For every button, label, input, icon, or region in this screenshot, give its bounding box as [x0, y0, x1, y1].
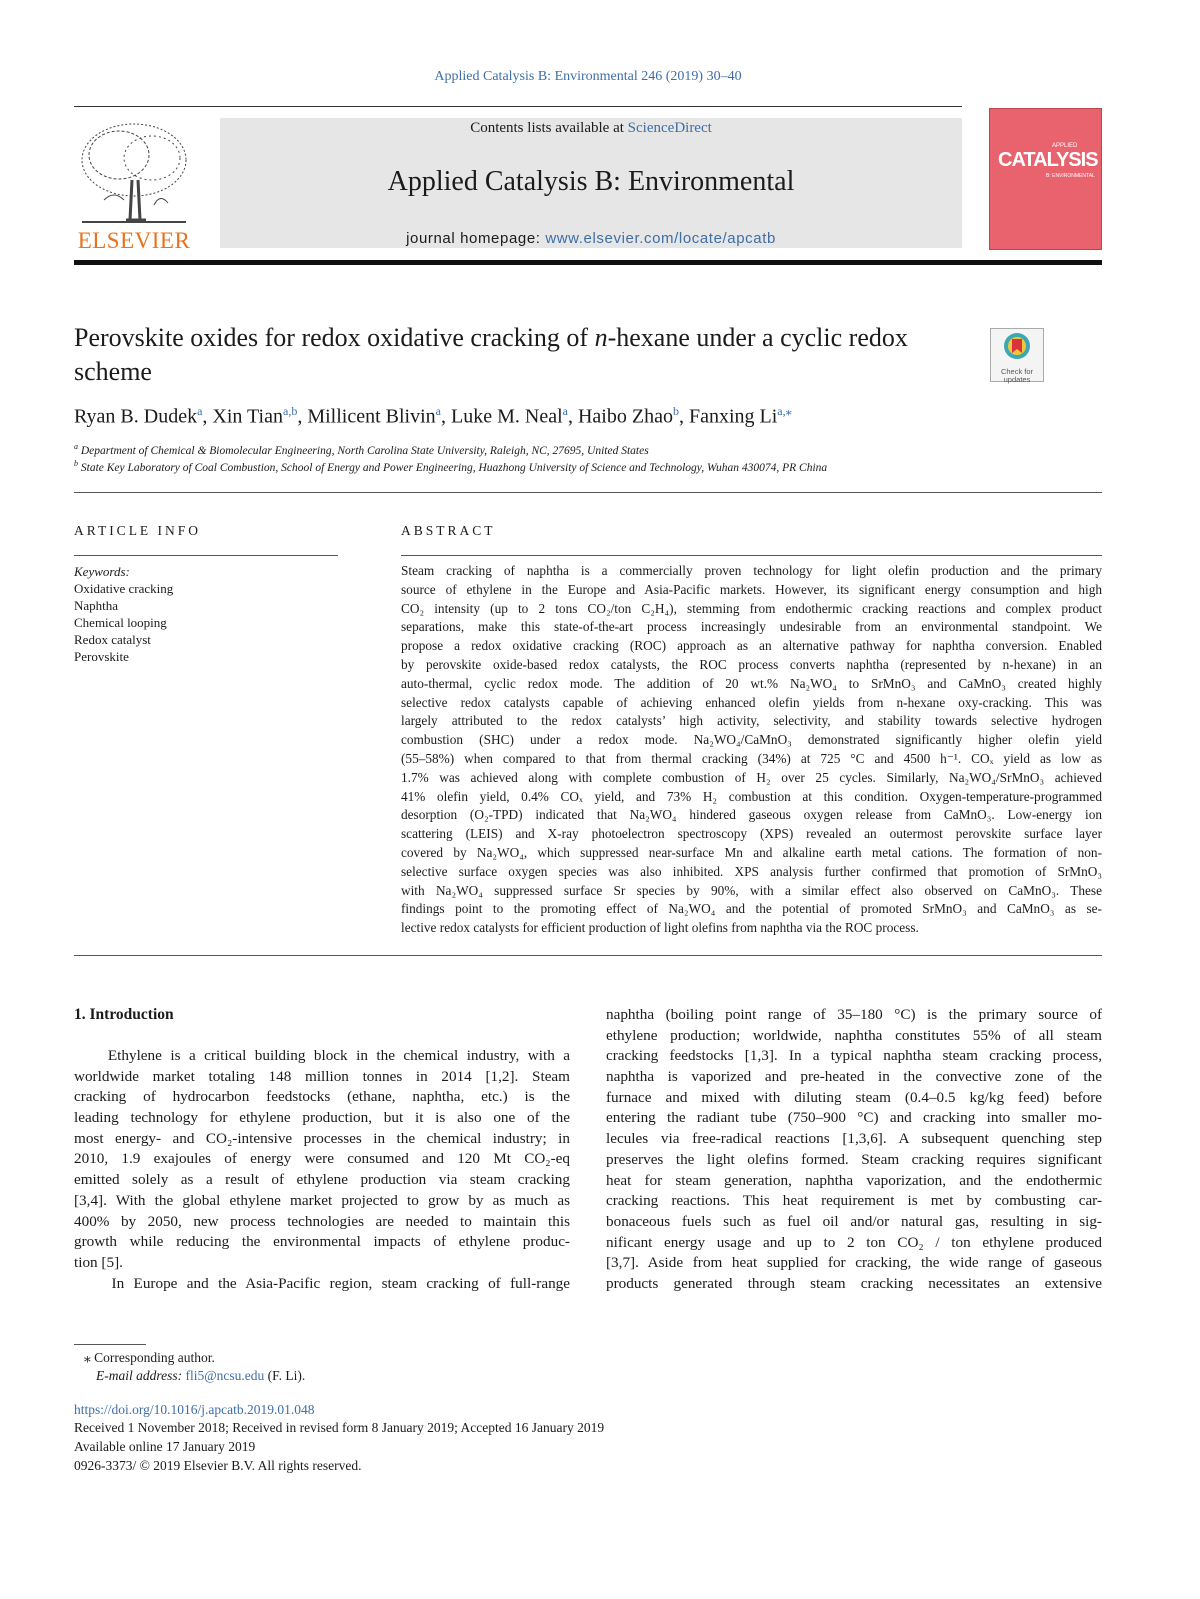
article-title: [74, 321, 974, 389]
abstract-line: source of ethylene in the Europe and Asia-Pacific markets. However, its significant energy consumption and high: [401, 581, 1102, 597]
abstract-line: findings point to the promoting effect of Na₂WO₄ and the potential of promoted SrMnO₃ and CaMnO₃ as se-: [401, 901, 1102, 917]
title-italic-n: n: [594, 323, 608, 352]
elsevier-wordmark: ELSEVIER: [77, 228, 191, 253]
check-for-updates-button[interactable]: [990, 328, 1044, 382]
author-affiliation-mark[interactable]: a: [197, 404, 203, 418]
abstract-line: covered by Na₂WO₄, which suppressed near-surface Mn and alkaline earth metal cations. The formation of non-: [401, 844, 1102, 860]
author-list: Ryan B. Dudek$^a$, Xin Tian$^{a,b}$, Millicent Blivin$^a$, Luke M. Neal$^a$, Haibo Zhao$^b$, Fanxing $Li^{a,⁎}$: [74, 404, 792, 428]
body-line: Ethylene is a critical building block in the chemical industry, with a: [74, 1047, 570, 1064]
homepage-link[interactable]: www.elsevier.com/locate/apcatb: [545, 230, 776, 247]
keywords-label: Keywords:: [74, 564, 130, 579]
received-dates: Received 1 November 2018; Received in revised form 8 January 2019; Accepted 16 January 2019: [74, 1420, 605, 1435]
body-line: ethylene production; worldwide, naphtha constitutes 55% of all steam: [606, 1026, 1102, 1044]
homepage-prefix: journal homepage:: [406, 230, 546, 247]
body-column-left: [74, 1046, 570, 1294]
abstract-line: selective redox catalysts capable of achieving enhanced olefin yields from n-hexane oxy-cracking. This was: [401, 694, 1102, 710]
abstract-line: selective surface oxygen species was also inhibited. XPS analysis further confirmed that promotion of SrMnO₃: [401, 863, 1102, 879]
author-affiliation-mark[interactable]: a: [435, 404, 441, 418]
divider: [401, 555, 1102, 556]
article-info-heading: ARTICLE INFO: [74, 523, 202, 538]
abstract-line: largely attributed to the redox catalysts’ high activity, selectivity, and stability towards selective hydrogen: [401, 713, 1102, 729]
abstract-line: with Na₂WO₄ suppressed surface Sr species by 90%, with a similar effect also observed on CaMnO₃. These: [401, 882, 1102, 898]
journal-title: Applied Catalysis B: Environmental: [387, 166, 795, 197]
title-text-1: Perovskite oxides for redox oxidative cracking of: [74, 323, 595, 352]
footnote-rule: [74, 1344, 146, 1345]
keyword: Redox catalyst: [74, 632, 151, 648]
body-line: [3,4]. With the global ethylene market projected to grow by as much as: [74, 1191, 570, 1209]
body-line: growth while reducing the environmental impacts of ethylene produc-: [74, 1233, 570, 1251]
divider: [74, 555, 338, 556]
author-affiliation-mark[interactable]: b: [672, 404, 679, 418]
body-line: cracking reactions. This heat requirement is met by combusting car-: [606, 1192, 1102, 1210]
body-line: 2010, 1.9 exajoules of energy were consumed and 120 Mt CO₂-eq: [74, 1150, 570, 1168]
affiliation-mark: b: [74, 459, 78, 468]
author-affiliation-mark[interactable]: a: [562, 404, 568, 418]
email-suffix: (F. Li).: [264, 1368, 306, 1383]
abstract-line: Steam cracking of naphtha is a commercially proven technology for light olefin production and the primary: [401, 563, 1102, 578]
abstract-line: propose a redox oxidative cracking (ROC) approach as an alternative pathway for naphtha conversion. Enabled: [401, 638, 1102, 654]
cover-top-label: APPLIED: [1052, 143, 1078, 149]
abstract-text: [401, 562, 1102, 938]
journal-reference[interactable]: Applied Catalysis B: Environmental 246 (2019) 30–40: [434, 69, 742, 84]
body-line: bonaceous fuels such as fuel oil and/or natural gas, resulting in sig-: [606, 1212, 1102, 1230]
keyword: Naphtha: [74, 598, 119, 614]
crossmark-label-2: updates: [1003, 375, 1031, 384]
body-line: tion [5].: [74, 1253, 123, 1271]
author[interactable]: Ryan B. Dudek: [74, 405, 198, 428]
affiliation-a: [74, 442, 649, 457]
keyword: Oxidative cracking: [74, 581, 174, 597]
contents-line: [220, 120, 962, 137]
body-line: nificant energy usage and up to 2 ton CO₂ / ton ethylene produced: [606, 1233, 1102, 1251]
author-affiliation-mark[interactable]: a,b: [283, 404, 298, 418]
keywords-list: [74, 563, 173, 666]
available-online-date: Available online 17 January 2019: [74, 1439, 256, 1454]
abstract-line: (55–58%) when compared to that from thermal cracking (34%) at 725 °C and 4500 h⁻¹. COₓ yield as low as: [401, 750, 1102, 766]
abstract-line: auto-thermal, cyclic redox mode. The addition of 20 wt.% Na₂WO₄ to SrMnO₃ and CaMnO₃ created highly: [401, 675, 1102, 691]
cover-subtitle: B: ENVIRONMENTAL: [1046, 173, 1095, 179]
body-line: lecules via free-radical reactions [1,3,6]. A subsequent quenching step: [606, 1130, 1102, 1148]
body-line: leading technology for ethylene production, but it is also one of the: [74, 1109, 570, 1127]
author-affiliation-mark[interactable]: a,⁎: [777, 404, 792, 418]
sciencedirect-link[interactable]: ScienceDirect: [627, 120, 712, 136]
abstract-line: scattering (LEIS) and X-ray photoelectron spectroscopy (XPS) revealed an outermost perovskite surface layer: [401, 826, 1102, 842]
abstract-line: combustion (SHC) under a redox mode. Na₂WO₄/CaMnO₃ demonstrated significantly higher olefin yield: [401, 732, 1102, 748]
body-line: most energy- and CO₂-intensive processes in the chemical industry; in: [74, 1129, 570, 1147]
abstract-line: 1.7% was achieved along with complete combustion of H₂ over 25 cycles. Similarly, Na₂WO₄/SrMnO₃ achieved: [401, 769, 1102, 785]
body-line: entering the radiant tube (750–900 °C) and cracking into smaller mo-: [606, 1109, 1102, 1127]
cover-title: CATALYSIS: [998, 149, 1098, 171]
body-line: naphtha (boiling point range of 35–180 °C) is the primary source of: [606, 1006, 1102, 1023]
header-thick-rule: [74, 260, 1102, 265]
header-rule: [74, 106, 962, 107]
doi-link[interactable]: https://doi.org/10.1016/j.apcatb.2019.01.048: [74, 1402, 315, 1417]
abstract-line: by perovskite oxide-based redox catalysts, the ROC process converts naphtha (represented by n-hexane) in an: [401, 656, 1102, 672]
author[interactable]: Millicent Blivin: [307, 405, 436, 428]
body-line: In Europe and the Asia-Pacific region, steam cracking of full-range: [74, 1274, 570, 1292]
divider: [74, 492, 1102, 493]
affiliation-b: [74, 459, 827, 474]
affiliation-text: Department of Chemical & Biomolecular Engineering, North Carolina State University, Raleigh, NC, 27695, United States: [80, 444, 649, 457]
abstract-line: lective redox catalysts for efficient production of light olefins from naphtha via the ROC process.: [401, 920, 919, 936]
body-line: emitted solely as a result of ethylene production via steam cracking: [74, 1171, 570, 1189]
abstract-line: separations, make this state-of-the-art process increasingly undesirable from an environmental standpoint. We: [401, 619, 1102, 635]
body-line: naphtha is vaporized and pre-heated in the convective zone of the: [606, 1068, 1102, 1086]
journal-cover-thumbnail[interactable]: [989, 108, 1102, 250]
body-line: furnace and mixed with diluting steam (0.4–0.5 kg/kg feed) before: [606, 1088, 1102, 1106]
body-column-right: [606, 1005, 1102, 1295]
affiliation-text: State Key Laboratory of Coal Combustion, School of Energy and Power Engineering, Huazhong University of Science and Technology, Wuhan 430074, PR China: [80, 461, 828, 474]
abstract-line: CO₂ intensity (up to 2 tons CO₂/ton C₂H₄), stemming from endothermic cracking reactions and complex product: [401, 600, 1102, 616]
body-line: cracking feedstocks [1,3]. In a typical naphtha steam cracking process,: [606, 1047, 1102, 1065]
email-link[interactable]: fli5@ncsu.edu: [185, 1368, 265, 1383]
contents-prefix: Contents lists available at: [470, 120, 628, 136]
author[interactable]: Fanxing Li: [688, 405, 778, 428]
crossmark-label: [991, 368, 1043, 384]
corresponding-author-note: ⁎ Corresponding author.: [84, 1350, 215, 1365]
email-line: [96, 1368, 305, 1384]
body-line: heat for steam generation, naphtha vaporization, and the endothermic: [606, 1171, 1102, 1189]
author[interactable]: Luke M. Neal: [451, 405, 563, 428]
abstract-line: desorption (O₂-TPD) indicated that Na₂WO₄ hindered gaseous oxygen release from CaMnO₃. Low-energy ion: [401, 807, 1102, 823]
body-line: 400% by 2050, new process technologies are needed to maintain this: [74, 1212, 570, 1230]
keyword: Perovskite: [74, 649, 129, 665]
abstract-line: 41% olefin yield, 0.4% COₓ yield, and 73% H₂ combustion at this condition. Oxygen-temperature-programmed: [401, 788, 1102, 804]
section-heading-introduction: 1. Introduction: [74, 1006, 174, 1023]
title-text-2: -hexane under a cyclic redox scheme: [74, 323, 908, 386]
affiliation-mark: a: [74, 442, 78, 451]
copyright-notice: 0926-3373/ © 2019 Elsevier B.V. All rights reserved.: [74, 1458, 362, 1473]
abstract-heading: ABSTRACT: [401, 523, 496, 538]
author[interactable]: Haibo Zhao: [577, 405, 673, 428]
keyword: Chemical looping: [74, 615, 167, 631]
body-line: cracking of hydrocarbon feedstocks (ethane, naphtha, etc.) is the: [74, 1088, 570, 1106]
email-label: E-mail address:: [96, 1368, 186, 1383]
divider: [74, 955, 1102, 956]
crossmark-label-1: Check for: [1000, 367, 1034, 376]
author[interactable]: Xin Tian: [212, 405, 283, 428]
crossmark-icon: [991, 329, 1043, 363]
body-line: [3,7]. Aside from heat supplied for cracking, the wide range of gaseous: [606, 1254, 1102, 1272]
body-line: products generated through steam cracking necessitates an extensive: [606, 1274, 1102, 1292]
body-line: preserves the light olefins formed. Steam cracking requires significant: [606, 1150, 1102, 1168]
homepage-line: [220, 230, 962, 247]
body-line: worldwide market totaling 148 million tonnes in 2014 [1,2]. Steam: [74, 1067, 570, 1085]
